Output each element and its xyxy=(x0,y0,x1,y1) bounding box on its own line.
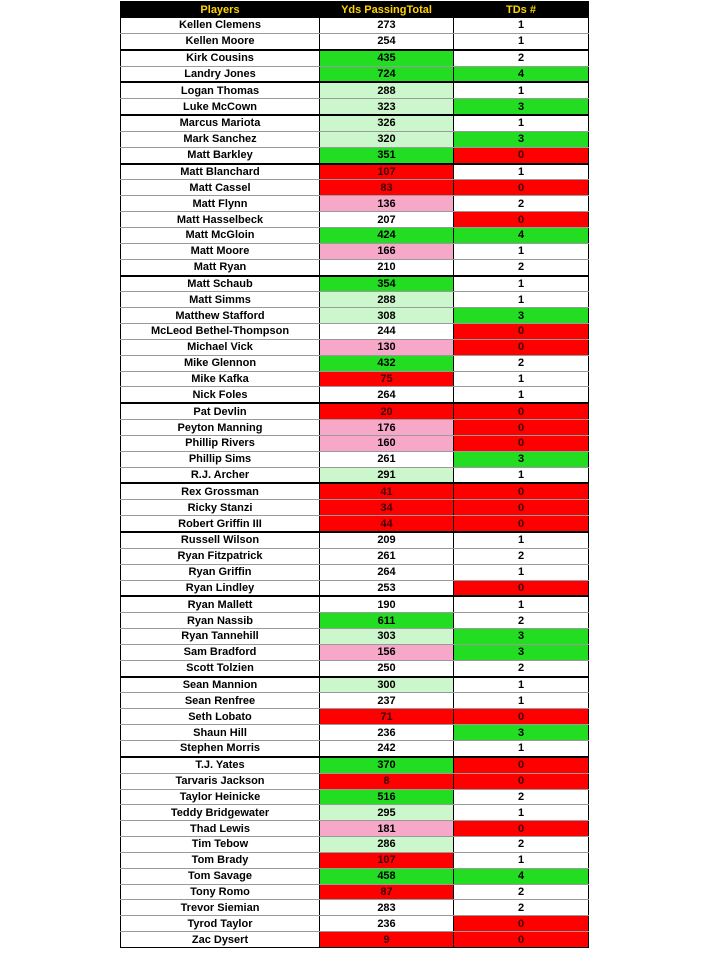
table-row xyxy=(121,693,589,709)
table-row xyxy=(121,660,589,676)
table-row xyxy=(121,339,589,355)
yds-passing-total-cell[interactable]: 288 xyxy=(320,82,454,98)
table-row xyxy=(121,147,589,163)
tds-cell[interactable]: 2 xyxy=(454,355,589,371)
yds-passing-total-cell[interactable]: 273 xyxy=(320,18,454,34)
player-name-cell[interactable]: Matt Barkley xyxy=(121,147,320,163)
tds-cell[interactable]: 0 xyxy=(454,773,589,789)
table-row xyxy=(121,259,589,275)
player-name-cell[interactable]: Matt McGloin xyxy=(121,227,320,243)
yds-passing-total-cell[interactable]: 87 xyxy=(320,884,454,900)
table-row xyxy=(121,50,589,66)
table-row xyxy=(121,82,589,98)
table-row xyxy=(121,451,589,467)
header-tds[interactable]: TDs # xyxy=(454,2,589,18)
tds-cell[interactable]: 0 xyxy=(454,339,589,355)
table-row xyxy=(121,435,589,451)
player-name-cell[interactable]: Ryan Tannehill xyxy=(121,629,320,645)
player-name-cell[interactable]: Sean Mannion xyxy=(121,677,320,693)
player-name-cell[interactable]: Ryan Lindley xyxy=(121,580,320,596)
tds-cell[interactable]: 4 xyxy=(454,66,589,82)
yds-passing-total-cell[interactable]: 250 xyxy=(320,660,454,676)
yds-passing-total-cell[interactable]: 351 xyxy=(320,147,454,163)
player-name-cell[interactable]: Russell Wilson xyxy=(121,532,320,548)
player-name-cell[interactable]: Zac Dysert xyxy=(121,932,320,948)
table-row xyxy=(121,196,589,212)
player-name-cell[interactable]: Ryan Mallett xyxy=(121,596,320,612)
tds-cell[interactable]: 1 xyxy=(454,164,589,180)
player-name-cell[interactable]: Marcus Mariota xyxy=(121,115,320,131)
yds-passing-total-cell[interactable]: 210 xyxy=(320,259,454,275)
table-row xyxy=(121,629,589,645)
yds-passing-total-cell[interactable]: 130 xyxy=(320,339,454,355)
yds-passing-total-cell[interactable]: 207 xyxy=(320,212,454,228)
table-row xyxy=(121,164,589,180)
table-row xyxy=(121,852,589,868)
tds-cell[interactable]: 1 xyxy=(454,852,589,868)
tds-cell[interactable]: 1 xyxy=(454,82,589,98)
player-name-cell[interactable]: Matt Cassel xyxy=(121,180,320,196)
player-name-cell[interactable]: Ryan Fitzpatrick xyxy=(121,548,320,564)
yds-passing-total-cell[interactable]: 107 xyxy=(320,164,454,180)
player-name-cell[interactable]: Michael Vick xyxy=(121,339,320,355)
table-row xyxy=(121,467,589,483)
yds-passing-total-cell[interactable]: 209 xyxy=(320,532,454,548)
yds-passing-total-cell[interactable]: 236 xyxy=(320,916,454,932)
tds-cell[interactable]: 0 xyxy=(454,212,589,228)
player-name-cell[interactable]: Rex Grossman xyxy=(121,483,320,499)
table-row xyxy=(121,644,589,660)
table-row xyxy=(121,420,589,436)
table-body xyxy=(121,18,589,948)
player-name-cell[interactable]: Ricky Stanzi xyxy=(121,500,320,516)
tds-cell[interactable]: 0 xyxy=(454,420,589,436)
tds-cell[interactable]: 2 xyxy=(454,837,589,853)
tds-cell[interactable]: 0 xyxy=(454,483,589,499)
tds-cell[interactable]: 1 xyxy=(454,292,589,308)
player-name-cell[interactable]: Seth Lobato xyxy=(121,709,320,725)
table-row xyxy=(121,725,589,741)
player-name-cell[interactable]: R.J. Archer xyxy=(121,467,320,483)
tds-cell[interactable]: 1 xyxy=(454,115,589,131)
yds-passing-total-cell[interactable]: 326 xyxy=(320,115,454,131)
table-row xyxy=(121,500,589,516)
yds-passing-total-cell[interactable]: 261 xyxy=(320,451,454,467)
yds-passing-total-cell[interactable]: 308 xyxy=(320,308,454,324)
yds-passing-total-cell[interactable]: 295 xyxy=(320,805,454,821)
tds-cell[interactable]: 3 xyxy=(454,451,589,467)
yds-passing-total-cell[interactable]: 354 xyxy=(320,276,454,292)
table-row xyxy=(121,483,589,499)
table-row xyxy=(121,355,589,371)
yds-passing-total-cell[interactable]: 264 xyxy=(320,564,454,580)
yds-passing-total-cell[interactable]: 176 xyxy=(320,420,454,436)
table-row xyxy=(121,773,589,789)
player-name-cell[interactable]: Matt Simms xyxy=(121,292,320,308)
yds-passing-total-cell[interactable]: 320 xyxy=(320,131,454,147)
yds-passing-total-cell[interactable]: 75 xyxy=(320,371,454,387)
player-name-cell[interactable]: Mike Glennon xyxy=(121,355,320,371)
tds-cell[interactable]: 4 xyxy=(454,868,589,884)
yds-passing-total-cell[interactable]: 156 xyxy=(320,644,454,660)
yds-passing-total-cell[interactable]: 244 xyxy=(320,324,454,340)
table-row xyxy=(121,805,589,821)
yds-passing-total-cell[interactable]: 283 xyxy=(320,900,454,916)
table-row xyxy=(121,709,589,725)
tds-cell[interactable]: 0 xyxy=(454,709,589,725)
player-name-cell[interactable]: Taylor Heinicke xyxy=(121,789,320,805)
player-name-cell[interactable]: Sam Bradford xyxy=(121,644,320,660)
player-name-cell[interactable]: Landry Jones xyxy=(121,66,320,82)
yds-passing-total-cell[interactable]: 724 xyxy=(320,66,454,82)
yds-passing-total-cell[interactable]: 253 xyxy=(320,580,454,596)
table-row xyxy=(121,33,589,49)
yds-passing-total-cell[interactable]: 288 xyxy=(320,292,454,308)
player-name-cell[interactable]: T.J. Yates xyxy=(121,757,320,773)
player-name-cell[interactable]: Tyrod Taylor xyxy=(121,916,320,932)
tds-cell[interactable]: 1 xyxy=(454,18,589,34)
yds-passing-total-cell[interactable]: 83 xyxy=(320,180,454,196)
tds-cell[interactable]: 0 xyxy=(454,403,589,419)
player-name-cell[interactable]: Trevor Siemian xyxy=(121,900,320,916)
tds-cell[interactable]: 1 xyxy=(454,243,589,259)
table-row xyxy=(121,18,589,34)
player-name-cell[interactable]: Kirk Cousins xyxy=(121,50,320,66)
tds-cell[interactable]: 3 xyxy=(454,629,589,645)
table-row xyxy=(121,308,589,324)
yds-passing-total-cell[interactable]: 20 xyxy=(320,403,454,419)
player-name-cell[interactable]: Tom Brady xyxy=(121,852,320,868)
player-name-cell[interactable]: Pat Devlin xyxy=(121,403,320,419)
player-name-cell[interactable]: Matt Hasselbeck xyxy=(121,212,320,228)
yds-passing-total-cell[interactable]: 611 xyxy=(320,613,454,629)
player-name-cell[interactable]: Ryan Nassib xyxy=(121,613,320,629)
table-row xyxy=(121,837,589,853)
tds-cell[interactable]: 1 xyxy=(454,371,589,387)
table-row xyxy=(121,99,589,115)
player-name-cell[interactable]: Mark Sanchez xyxy=(121,131,320,147)
table-row xyxy=(121,884,589,900)
table-row xyxy=(121,324,589,340)
yds-passing-total-cell[interactable]: 516 xyxy=(320,789,454,805)
tds-cell[interactable]: 2 xyxy=(454,613,589,629)
table-row xyxy=(121,916,589,932)
player-name-cell[interactable]: Logan Thomas xyxy=(121,82,320,98)
tds-cell[interactable]: 0 xyxy=(454,435,589,451)
tds-cell[interactable]: 3 xyxy=(454,308,589,324)
tds-cell[interactable]: 3 xyxy=(454,99,589,115)
yds-passing-total-cell[interactable]: 242 xyxy=(320,740,454,756)
yds-passing-total-cell[interactable]: 458 xyxy=(320,868,454,884)
player-name-cell[interactable]: Matt Blanchard xyxy=(121,164,320,180)
yds-passing-total-cell[interactable]: 41 xyxy=(320,483,454,499)
player-name-cell[interactable]: Shaun Hill xyxy=(121,725,320,741)
table-row xyxy=(121,66,589,82)
tds-cell[interactable]: 0 xyxy=(454,757,589,773)
table-row xyxy=(121,564,589,580)
tds-cell[interactable]: 1 xyxy=(454,740,589,756)
table-row xyxy=(121,900,589,916)
tds-cell[interactable]: 1 xyxy=(454,467,589,483)
yds-passing-total-cell[interactable]: 435 xyxy=(320,50,454,66)
tds-cell[interactable]: 1 xyxy=(454,693,589,709)
table-row xyxy=(121,131,589,147)
player-name-cell[interactable]: Sean Renfree xyxy=(121,693,320,709)
yds-passing-total-cell[interactable]: 9 xyxy=(320,932,454,948)
tds-cell[interactable]: 1 xyxy=(454,33,589,49)
tds-cell[interactable]: 2 xyxy=(454,900,589,916)
tds-cell[interactable]: 0 xyxy=(454,147,589,163)
table-row xyxy=(121,740,589,756)
table-row xyxy=(121,180,589,196)
table-row xyxy=(121,292,589,308)
player-name-cell[interactable]: Mike Kafka xyxy=(121,371,320,387)
yds-passing-total-cell[interactable]: 424 xyxy=(320,227,454,243)
tds-cell[interactable]: 3 xyxy=(454,725,589,741)
tds-cell[interactable]: 4 xyxy=(454,227,589,243)
table-row xyxy=(121,548,589,564)
player-name-cell[interactable]: Nick Foles xyxy=(121,387,320,403)
player-name-cell[interactable]: Phillip Rivers xyxy=(121,435,320,451)
table-row xyxy=(121,932,589,948)
table-row xyxy=(121,516,589,532)
yds-passing-total-cell[interactable]: 300 xyxy=(320,677,454,693)
player-name-cell[interactable]: Kellen Clemens xyxy=(121,18,320,34)
table-row xyxy=(121,212,589,228)
table-row xyxy=(121,613,589,629)
tds-cell[interactable]: 1 xyxy=(454,596,589,612)
header-players[interactable]: Players xyxy=(121,2,320,18)
table-row xyxy=(121,757,589,773)
table-row xyxy=(121,789,589,805)
yds-passing-total-cell[interactable]: 261 xyxy=(320,548,454,564)
yds-passing-total-cell[interactable]: 71 xyxy=(320,709,454,725)
tds-cell[interactable]: 0 xyxy=(454,324,589,340)
tds-cell[interactable]: 1 xyxy=(454,387,589,403)
player-name-cell[interactable]: Matt Ryan xyxy=(121,259,320,275)
table-row xyxy=(121,868,589,884)
yds-passing-total-cell[interactable]: 107 xyxy=(320,852,454,868)
table-row xyxy=(121,371,589,387)
player-name-cell[interactable]: Thad Lewis xyxy=(121,821,320,837)
yds-passing-total-cell[interactable]: 136 xyxy=(320,196,454,212)
player-name-cell[interactable]: Tom Savage xyxy=(121,868,320,884)
yds-passing-total-cell[interactable]: 254 xyxy=(320,33,454,49)
tds-cell[interactable]: 1 xyxy=(454,276,589,292)
tds-cell[interactable]: 2 xyxy=(454,259,589,275)
table-row xyxy=(121,532,589,548)
player-name-cell[interactable]: Scott Tolzien xyxy=(121,660,320,676)
player-name-cell[interactable]: Ryan Griffin xyxy=(121,564,320,580)
table-row xyxy=(121,276,589,292)
table-row xyxy=(121,227,589,243)
tds-cell[interactable]: 0 xyxy=(454,932,589,948)
tds-cell[interactable]: 2 xyxy=(454,884,589,900)
table-row xyxy=(121,403,589,419)
player-name-cell[interactable]: Matthew Stafford xyxy=(121,308,320,324)
yds-passing-total-cell[interactable]: 236 xyxy=(320,725,454,741)
tds-cell[interactable]: 1 xyxy=(454,564,589,580)
player-name-cell[interactable]: Matt Schaub xyxy=(121,276,320,292)
tds-cell[interactable]: 1 xyxy=(454,677,589,693)
yds-passing-total-cell[interactable]: 323 xyxy=(320,99,454,115)
table-row xyxy=(121,580,589,596)
table-row xyxy=(121,677,589,693)
player-name-cell[interactable]: Kellen Moore xyxy=(121,33,320,49)
yds-passing-total-cell[interactable]: 190 xyxy=(320,596,454,612)
yds-passing-total-cell[interactable]: 432 xyxy=(320,355,454,371)
tds-cell[interactable]: 3 xyxy=(454,131,589,147)
tds-cell[interactable]: 2 xyxy=(454,50,589,66)
yds-passing-total-cell[interactable]: 264 xyxy=(320,387,454,403)
tds-cell[interactable]: 0 xyxy=(454,180,589,196)
yds-passing-total-cell[interactable]: 8 xyxy=(320,773,454,789)
yds-passing-total-cell[interactable]: 44 xyxy=(320,516,454,532)
player-name-cell[interactable]: Luke McCown xyxy=(121,99,320,115)
player-name-cell[interactable]: Matt Flynn xyxy=(121,196,320,212)
table-row xyxy=(121,243,589,259)
table-row xyxy=(121,115,589,131)
player-name-cell[interactable]: McLeod Bethel-Thompson xyxy=(121,324,320,340)
yds-passing-total-cell[interactable]: 237 xyxy=(320,693,454,709)
tds-cell[interactable]: 1 xyxy=(454,805,589,821)
yds-passing-total-cell[interactable]: 34 xyxy=(320,500,454,516)
tds-cell[interactable]: 2 xyxy=(454,548,589,564)
header-yds-passing-total[interactable]: Yds PassingTotal xyxy=(320,2,454,18)
yds-passing-total-cell[interactable]: 303 xyxy=(320,629,454,645)
yds-passing-total-cell[interactable]: 160 xyxy=(320,435,454,451)
player-name-cell[interactable]: Teddy Bridgewater xyxy=(121,805,320,821)
table-row xyxy=(121,387,589,403)
tds-cell[interactable]: 1 xyxy=(454,532,589,548)
player-name-cell[interactable]: Phillip Sims xyxy=(121,451,320,467)
player-name-cell[interactable]: Peyton Manning xyxy=(121,420,320,436)
yds-passing-total-cell[interactable]: 370 xyxy=(320,757,454,773)
tds-cell[interactable]: 0 xyxy=(454,821,589,837)
tds-cell[interactable]: 2 xyxy=(454,196,589,212)
yds-passing-total-cell[interactable]: 286 xyxy=(320,837,454,853)
passing-stats-table xyxy=(120,1,589,948)
player-name-cell[interactable]: Robert Griffin III xyxy=(121,516,320,532)
yds-passing-total-cell[interactable]: 291 xyxy=(320,467,454,483)
tds-cell[interactable]: 0 xyxy=(454,516,589,532)
tds-cell[interactable]: 2 xyxy=(454,789,589,805)
table-row xyxy=(121,596,589,612)
tds-cell[interactable]: 0 xyxy=(454,916,589,932)
yds-passing-total-cell[interactable]: 181 xyxy=(320,821,454,837)
header-row xyxy=(121,2,589,18)
tds-cell[interactable]: 0 xyxy=(454,500,589,516)
yds-passing-total-cell[interactable]: 166 xyxy=(320,243,454,259)
player-name-cell[interactable]: Matt Moore xyxy=(121,243,320,259)
player-name-cell[interactable]: Tony Romo xyxy=(121,884,320,900)
table-row xyxy=(121,821,589,837)
tds-cell[interactable]: 0 xyxy=(454,580,589,596)
player-name-cell[interactable]: Tarvaris Jackson xyxy=(121,773,320,789)
player-name-cell[interactable]: Tim Tebow xyxy=(121,837,320,853)
tds-cell[interactable]: 2 xyxy=(454,660,589,676)
player-name-cell[interactable]: Stephen Morris xyxy=(121,740,320,756)
tds-cell[interactable]: 3 xyxy=(454,644,589,660)
